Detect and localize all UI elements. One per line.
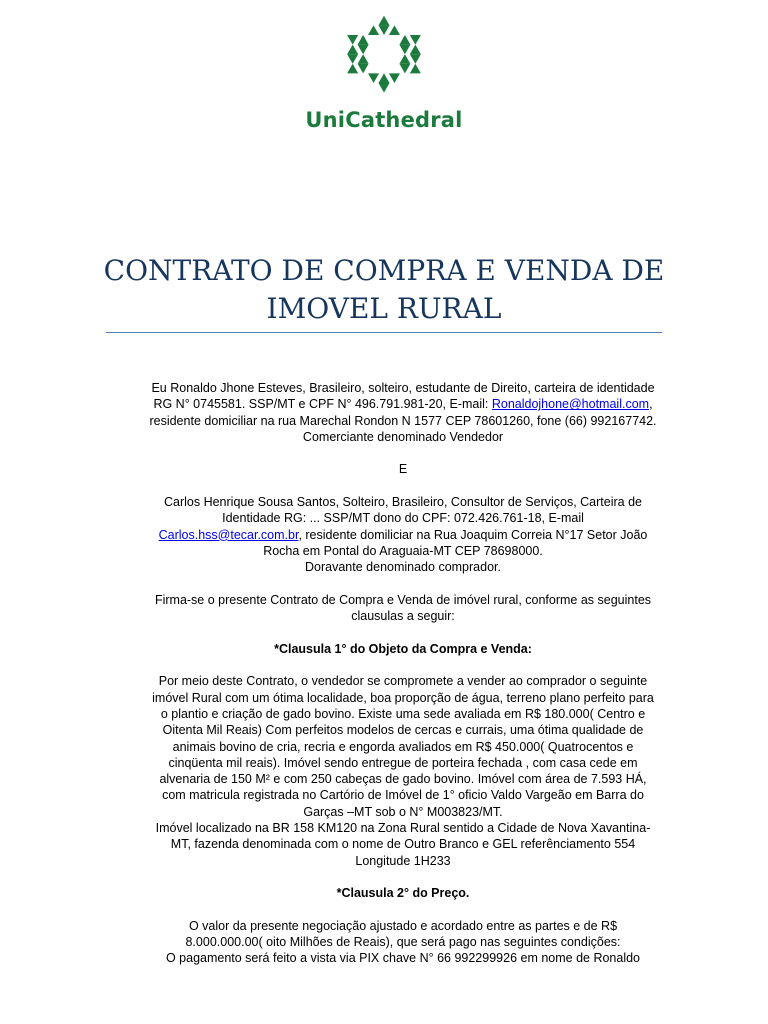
clause-1-line: MT, fazenda denominada com o nome de Outro Branco e GEL referênciamento 554: [170, 837, 636, 852]
logo-triangle: [389, 73, 400, 83]
logo: [0, 14, 768, 132]
intro-line: Firma-se o presente Contrato de Compra e Venda de imóvel rural, conforme as seguintes: [154, 592, 652, 607]
logo-triangle: [358, 54, 369, 64]
clause-1-heading: *Clausula 1° do Objeto da Compra e Venda:: [274, 641, 532, 656]
title-line-2: IMOVEL RURAL: [266, 292, 502, 325]
logo-triangle: [347, 45, 358, 55]
clause-1-line: Garças –MT sob o N° M003823/MT.: [303, 804, 503, 819]
intro-line: clausulas a seguir:: [351, 609, 455, 624]
seller-line: residente domiciliar na rua Marechal Rondon N 1577 CEP 78601260, fone (66) 992167742.: [149, 413, 657, 428]
buyer-paragraph: [146, 494, 660, 575]
logo-triangle: [379, 83, 390, 93]
logo-triangle: [368, 25, 379, 35]
buyer-line: , residente domiliciar na Rua Joaquim Correia N°17 Setor João: [298, 527, 648, 542]
connector-text: E: [398, 462, 408, 477]
logo-triangle: [379, 73, 390, 83]
logo-triangle: [347, 54, 358, 64]
clause-1-line: Por meio deste Contrato, o vendedor se compromete a vender ao comprador o seguinte: [158, 674, 648, 689]
logo-triangle: [410, 35, 421, 45]
logo-triangle: [399, 54, 410, 64]
logo-name: UniCathedral: [305, 108, 463, 132]
logo-triangle: [358, 64, 369, 74]
clause-2-heading: *Clausula 2° do Preço.: [336, 886, 470, 901]
clause-1-line: Imóvel localizado na BR 158 KM120 na Zona Rural sentido a Cidade de Nova Xavantina-: [155, 821, 651, 836]
title-divider: [106, 332, 662, 333]
clause-2-line: 8.000.000.00( oito Milhões de Reais), que será pago nas seguintes condições:: [185, 935, 621, 950]
intro-paragraph: [146, 592, 660, 625]
clause-1-line: Longitude 1H233: [355, 853, 451, 868]
clause-2-line: O valor da presente negociação ajustado e acordado entre as partes e de R$: [188, 918, 618, 933]
seller-line: Eu Ronaldo Jhone Esteves, Brasileiro, solteiro, estudante de Direito, carteira de identidade: [151, 381, 655, 395]
logo-triangle: [368, 73, 379, 83]
seller-paragraph: [146, 380, 660, 445]
clause-1-line: Oitenta Mil Reais) Com perfeitos modelos de cercas e currais, uma ótima qualidade de: [162, 723, 644, 738]
logo-triangle: [347, 35, 358, 45]
clause-1-line: com matricula registrada no Cartório de Imóvel de 1° oficio Valdo Vargeão em Barra do: [162, 788, 644, 803]
seller-line: ,: [649, 397, 653, 412]
seller-line: Comerciante denominado Vendedor: [302, 429, 504, 444]
logo-triangle: [379, 16, 390, 26]
logo-triangle: [389, 25, 400, 35]
logo-triangle: [399, 64, 410, 74]
buyer-line: Doravante denominado comprador.: [305, 560, 501, 575]
logo-triangle: [410, 64, 421, 74]
title-line-1: CONTRATO DE COMPRA E VENDA DE: [103, 254, 665, 287]
logo-triangle: [358, 45, 369, 55]
clause-1-line: cinqüenta mil reais). Imóvel sendo entregue de porteira fechada , com casa cede em: [168, 755, 638, 770]
buyer-email-link[interactable]: Carlos.hss@tecar.com.br: [158, 527, 299, 542]
contract-body: [146, 380, 660, 967]
logo-triangle: [410, 45, 421, 55]
logo-triangle: [358, 35, 369, 45]
clause-2-paragraph: [146, 918, 660, 967]
seller-email-link[interactable]: Ronaldojhone@hotmail.com: [491, 397, 650, 412]
clause-1-line: animais bovino de cria, recria e engorda avaliados em R$ 450.000( Quatrocentos e: [172, 739, 634, 754]
logo-triangle: [399, 35, 410, 45]
seller-line: RG N° 0745581. SSP/MT e CPF N° 496.791.981-20, E-mail:: [153, 397, 492, 412]
logo-triangle: [399, 45, 410, 55]
logo-triangle: [410, 54, 421, 64]
clause-2-line: O pagamento será feito a vista via PIX chave N° 66 992299926 em nome de Ronaldo: [165, 951, 641, 966]
buyer-line: Identidade RG: ... SSP/MT dono do CPF: 072.426.761-18, E-mail: [222, 511, 584, 526]
clause-1-paragraph: [146, 673, 660, 869]
buyer-line: Carlos Henrique Sousa Santos, Solteiro, Brasileiro, Consultor de Serviços, Carteira de: [163, 495, 642, 510]
buyer-line: Rocha em Pontal do Araguaia-MT CEP 78698000.: [263, 543, 543, 558]
page-title: [100, 252, 668, 328]
logo-triangle: [347, 64, 358, 74]
logo-triangle: [379, 25, 390, 35]
clause-1-line: o plantio e criação de gado bovino. Existe uma sede avaliada em R$ 180.000( Centro e: [160, 706, 646, 721]
clause-1-line: imóvel Rural com um ótima localidade, boa proporção de água, terreno plano perfeito para: [152, 690, 654, 705]
clause-1-line: alvenaria de 150 M² e com 250 cabeças de gado bovino. Imóvel com área de 7.593 HÁ,: [159, 772, 647, 787]
unicathedral-star-logo: [342, 14, 426, 104]
